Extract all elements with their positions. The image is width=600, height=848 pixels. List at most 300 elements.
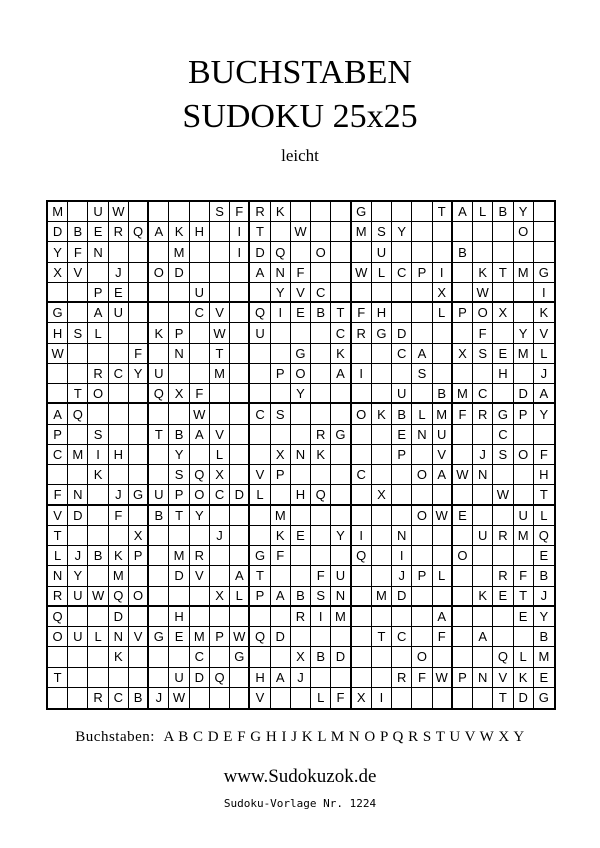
empty-cell[interactable] — [412, 303, 432, 323]
empty-cell[interactable] — [473, 688, 493, 708]
empty-cell[interactable] — [230, 323, 250, 343]
empty-cell[interactable] — [149, 607, 169, 627]
empty-cell[interactable] — [210, 647, 230, 667]
empty-cell[interactable] — [149, 242, 169, 262]
empty-cell[interactable] — [68, 647, 88, 667]
empty-cell[interactable] — [412, 384, 432, 404]
empty-cell[interactable] — [291, 506, 311, 526]
empty-cell[interactable] — [271, 566, 291, 586]
empty-cell[interactable] — [230, 506, 250, 526]
empty-cell[interactable] — [412, 587, 432, 607]
empty-cell[interactable] — [412, 627, 432, 647]
empty-cell[interactable] — [433, 647, 453, 667]
empty-cell[interactable] — [68, 202, 88, 222]
empty-cell[interactable] — [129, 283, 149, 303]
empty-cell[interactable] — [412, 688, 432, 708]
empty-cell[interactable] — [291, 566, 311, 586]
empty-cell[interactable] — [250, 364, 270, 384]
empty-cell[interactable] — [210, 242, 230, 262]
empty-cell[interactable] — [473, 546, 493, 566]
empty-cell[interactable] — [109, 425, 129, 445]
given-letter-cell: V — [291, 283, 311, 303]
empty-cell[interactable] — [271, 425, 291, 445]
empty-cell[interactable] — [250, 384, 270, 404]
empty-cell[interactable] — [109, 384, 129, 404]
empty-cell[interactable] — [291, 242, 311, 262]
empty-cell[interactable] — [129, 303, 149, 323]
empty-cell[interactable] — [230, 364, 250, 384]
empty-cell[interactable] — [190, 323, 210, 343]
empty-cell[interactable] — [190, 445, 210, 465]
empty-cell[interactable] — [88, 647, 108, 667]
empty-cell[interactable] — [109, 404, 129, 424]
empty-cell[interactable] — [331, 384, 351, 404]
empty-cell[interactable] — [250, 445, 270, 465]
empty-cell[interactable] — [149, 566, 169, 586]
empty-cell[interactable] — [473, 222, 493, 242]
empty-cell[interactable] — [453, 688, 473, 708]
empty-cell[interactable] — [493, 607, 513, 627]
empty-cell[interactable] — [493, 627, 513, 647]
empty-cell[interactable] — [169, 283, 189, 303]
empty-cell[interactable] — [109, 668, 129, 688]
empty-cell[interactable] — [433, 526, 453, 546]
empty-cell[interactable] — [331, 485, 351, 505]
empty-cell[interactable] — [210, 384, 230, 404]
empty-cell[interactable] — [433, 242, 453, 262]
empty-cell[interactable] — [129, 263, 149, 283]
empty-cell[interactable] — [412, 242, 432, 262]
empty-cell[interactable] — [169, 202, 189, 222]
empty-cell[interactable] — [372, 465, 392, 485]
empty-cell[interactable] — [169, 303, 189, 323]
empty-cell[interactable] — [88, 404, 108, 424]
empty-cell[interactable] — [149, 465, 169, 485]
empty-cell[interactable] — [433, 587, 453, 607]
empty-cell[interactable] — [250, 283, 270, 303]
empty-cell[interactable] — [352, 627, 372, 647]
empty-cell[interactable] — [230, 465, 250, 485]
empty-cell[interactable] — [331, 445, 351, 465]
empty-cell[interactable] — [392, 202, 412, 222]
empty-cell[interactable] — [311, 202, 331, 222]
empty-cell[interactable] — [311, 364, 331, 384]
empty-cell[interactable] — [230, 283, 250, 303]
empty-cell[interactable] — [514, 485, 534, 505]
empty-cell[interactable] — [311, 465, 331, 485]
empty-cell[interactable] — [149, 404, 169, 424]
empty-cell[interactable] — [109, 526, 129, 546]
empty-cell[interactable] — [68, 607, 88, 627]
empty-cell[interactable] — [210, 506, 230, 526]
empty-cell[interactable] — [129, 384, 149, 404]
empty-cell[interactable] — [88, 668, 108, 688]
empty-cell[interactable] — [230, 526, 250, 546]
empty-cell[interactable] — [291, 202, 311, 222]
empty-cell[interactable] — [453, 263, 473, 283]
empty-cell[interactable] — [291, 688, 311, 708]
empty-cell[interactable] — [372, 283, 392, 303]
empty-cell[interactable] — [149, 344, 169, 364]
empty-cell[interactable] — [271, 647, 291, 667]
empty-cell[interactable] — [493, 283, 513, 303]
empty-cell[interactable] — [473, 607, 493, 627]
empty-cell[interactable] — [352, 485, 372, 505]
empty-cell[interactable] — [48, 647, 68, 667]
empty-cell[interactable] — [514, 465, 534, 485]
given-letter-cell: P — [88, 283, 108, 303]
empty-cell[interactable] — [473, 506, 493, 526]
empty-cell[interactable] — [372, 607, 392, 627]
empty-cell[interactable] — [433, 688, 453, 708]
empty-cell[interactable] — [190, 242, 210, 262]
empty-cell[interactable] — [210, 566, 230, 586]
empty-cell[interactable] — [190, 364, 210, 384]
empty-cell[interactable] — [433, 364, 453, 384]
empty-cell[interactable] — [493, 384, 513, 404]
empty-cell[interactable] — [68, 465, 88, 485]
empty-cell[interactable] — [453, 364, 473, 384]
empty-cell[interactable] — [250, 425, 270, 445]
empty-cell[interactable] — [271, 607, 291, 627]
empty-cell[interactable] — [149, 303, 169, 323]
empty-cell[interactable] — [230, 668, 250, 688]
empty-cell[interactable] — [352, 506, 372, 526]
empty-cell[interactable] — [190, 202, 210, 222]
empty-cell[interactable] — [210, 222, 230, 242]
empty-cell[interactable] — [88, 566, 108, 586]
empty-cell[interactable] — [514, 627, 534, 647]
empty-cell[interactable] — [149, 668, 169, 688]
empty-cell[interactable] — [68, 526, 88, 546]
empty-cell[interactable] — [210, 404, 230, 424]
empty-cell[interactable] — [311, 323, 331, 343]
empty-cell[interactable] — [68, 688, 88, 708]
empty-cell[interactable] — [311, 222, 331, 242]
empty-cell[interactable] — [48, 384, 68, 404]
empty-cell[interactable] — [230, 546, 250, 566]
empty-cell[interactable] — [271, 222, 291, 242]
empty-cell[interactable] — [230, 344, 250, 364]
empty-cell[interactable] — [149, 526, 169, 546]
empty-cell[interactable] — [352, 668, 372, 688]
empty-cell[interactable] — [453, 587, 473, 607]
empty-cell[interactable] — [392, 242, 412, 262]
empty-cell[interactable] — [352, 384, 372, 404]
empty-cell[interactable] — [109, 465, 129, 485]
empty-cell[interactable] — [68, 303, 88, 323]
empty-cell[interactable] — [129, 445, 149, 465]
empty-cell[interactable] — [453, 222, 473, 242]
empty-cell[interactable] — [453, 607, 473, 627]
empty-cell[interactable] — [392, 506, 412, 526]
empty-cell[interactable] — [109, 323, 129, 343]
empty-cell[interactable] — [352, 607, 372, 627]
empty-cell[interactable] — [149, 283, 169, 303]
empty-cell[interactable] — [291, 404, 311, 424]
empty-cell[interactable] — [169, 647, 189, 667]
empty-cell[interactable] — [392, 465, 412, 485]
empty-cell[interactable] — [291, 465, 311, 485]
empty-cell[interactable] — [412, 485, 432, 505]
empty-cell[interactable] — [129, 607, 149, 627]
empty-cell[interactable] — [210, 546, 230, 566]
empty-cell[interactable] — [331, 627, 351, 647]
empty-cell[interactable] — [190, 263, 210, 283]
empty-cell[interactable] — [190, 344, 210, 364]
empty-cell[interactable] — [129, 425, 149, 445]
empty-cell[interactable] — [291, 425, 311, 445]
empty-cell[interactable] — [372, 445, 392, 465]
empty-cell[interactable] — [493, 323, 513, 343]
empty-cell[interactable] — [372, 364, 392, 384]
empty-cell[interactable] — [352, 283, 372, 303]
empty-cell[interactable] — [169, 364, 189, 384]
empty-cell[interactable] — [392, 364, 412, 384]
empty-cell[interactable] — [169, 587, 189, 607]
empty-cell[interactable] — [311, 546, 331, 566]
empty-cell[interactable] — [473, 566, 493, 586]
empty-cell[interactable] — [473, 485, 493, 505]
empty-cell[interactable] — [453, 445, 473, 465]
empty-cell[interactable] — [372, 202, 392, 222]
empty-cell[interactable] — [311, 526, 331, 546]
empty-cell[interactable] — [68, 344, 88, 364]
empty-cell[interactable] — [129, 668, 149, 688]
empty-cell[interactable] — [291, 627, 311, 647]
empty-cell[interactable] — [129, 202, 149, 222]
empty-cell[interactable] — [109, 344, 129, 364]
empty-cell[interactable] — [412, 323, 432, 343]
empty-cell[interactable] — [271, 344, 291, 364]
empty-cell[interactable] — [352, 242, 372, 262]
empty-cell[interactable] — [129, 465, 149, 485]
empty-cell[interactable] — [453, 323, 473, 343]
empty-cell[interactable] — [473, 647, 493, 667]
empty-cell[interactable] — [331, 465, 351, 485]
empty-cell[interactable] — [331, 242, 351, 262]
empty-cell[interactable] — [88, 485, 108, 505]
empty-cell[interactable] — [230, 263, 250, 283]
empty-cell[interactable] — [412, 526, 432, 546]
empty-cell[interactable] — [412, 202, 432, 222]
empty-cell[interactable] — [311, 344, 331, 364]
empty-cell[interactable] — [392, 647, 412, 667]
empty-cell[interactable] — [250, 506, 270, 526]
empty-cell[interactable] — [534, 242, 554, 262]
empty-cell[interactable] — [372, 506, 392, 526]
empty-cell[interactable] — [311, 668, 331, 688]
empty-cell[interactable] — [129, 242, 149, 262]
empty-cell[interactable] — [190, 526, 210, 546]
empty-cell[interactable] — [331, 222, 351, 242]
empty-cell[interactable] — [311, 263, 331, 283]
empty-cell[interactable] — [210, 263, 230, 283]
empty-cell[interactable] — [453, 485, 473, 505]
given-letter-cell: J — [534, 587, 554, 607]
empty-cell[interactable] — [230, 607, 250, 627]
empty-cell[interactable] — [230, 688, 250, 708]
empty-cell[interactable] — [352, 647, 372, 667]
empty-cell[interactable] — [311, 627, 331, 647]
empty-cell[interactable] — [392, 688, 412, 708]
empty-cell[interactable] — [412, 222, 432, 242]
empty-cell[interactable] — [433, 222, 453, 242]
empty-cell[interactable] — [412, 445, 432, 465]
empty-cell[interactable] — [129, 323, 149, 343]
empty-cell[interactable] — [514, 364, 534, 384]
empty-cell[interactable] — [48, 465, 68, 485]
empty-cell[interactable] — [250, 607, 270, 627]
empty-cell[interactable] — [473, 425, 493, 445]
empty-cell[interactable] — [514, 425, 534, 445]
empty-cell[interactable] — [433, 485, 453, 505]
empty-cell[interactable] — [291, 546, 311, 566]
empty-cell[interactable] — [311, 384, 331, 404]
empty-cell[interactable] — [433, 344, 453, 364]
empty-cell[interactable] — [271, 384, 291, 404]
empty-cell[interactable] — [392, 283, 412, 303]
empty-cell[interactable] — [190, 607, 210, 627]
empty-cell[interactable] — [493, 242, 513, 262]
empty-cell[interactable] — [190, 587, 210, 607]
empty-cell[interactable] — [250, 526, 270, 546]
empty-cell[interactable] — [210, 688, 230, 708]
empty-cell[interactable] — [271, 485, 291, 505]
empty-cell[interactable] — [68, 283, 88, 303]
empty-cell[interactable] — [473, 364, 493, 384]
empty-cell[interactable] — [392, 607, 412, 627]
empty-cell[interactable] — [250, 344, 270, 364]
empty-cell[interactable] — [109, 242, 129, 262]
empty-cell[interactable] — [149, 587, 169, 607]
empty-cell[interactable] — [372, 546, 392, 566]
empty-cell[interactable] — [129, 404, 149, 424]
empty-cell[interactable] — [311, 404, 331, 424]
empty-cell[interactable] — [493, 465, 513, 485]
empty-cell[interactable] — [352, 425, 372, 445]
empty-cell[interactable] — [88, 344, 108, 364]
given-letter-cell: Y — [48, 242, 68, 262]
empty-cell[interactable] — [352, 566, 372, 586]
empty-cell[interactable] — [271, 688, 291, 708]
empty-cell[interactable] — [352, 344, 372, 364]
empty-cell[interactable] — [453, 526, 473, 546]
empty-cell[interactable] — [534, 202, 554, 222]
empty-cell[interactable] — [88, 607, 108, 627]
empty-cell[interactable] — [331, 506, 351, 526]
empty-cell[interactable] — [331, 668, 351, 688]
empty-cell[interactable] — [48, 688, 68, 708]
empty-cell[interactable] — [493, 546, 513, 566]
empty-cell[interactable] — [412, 607, 432, 627]
empty-cell[interactable] — [271, 323, 291, 343]
empty-cell[interactable] — [433, 546, 453, 566]
empty-cell[interactable] — [514, 303, 534, 323]
empty-cell[interactable] — [48, 364, 68, 384]
empty-cell[interactable] — [372, 647, 392, 667]
empty-cell[interactable] — [453, 425, 473, 445]
empty-cell[interactable] — [311, 506, 331, 526]
empty-cell[interactable] — [514, 242, 534, 262]
empty-cell[interactable] — [412, 283, 432, 303]
empty-cell[interactable] — [88, 506, 108, 526]
empty-cell[interactable] — [392, 485, 412, 505]
empty-cell[interactable] — [190, 688, 210, 708]
empty-cell[interactable] — [453, 283, 473, 303]
empty-cell[interactable] — [372, 344, 392, 364]
empty-cell[interactable] — [493, 222, 513, 242]
empty-cell[interactable] — [352, 445, 372, 465]
empty-cell[interactable] — [230, 404, 250, 424]
empty-cell[interactable] — [392, 303, 412, 323]
empty-cell[interactable] — [412, 546, 432, 566]
given-letter-cell: Y — [392, 222, 412, 242]
given-letter-cell: K — [271, 202, 291, 222]
website-url[interactable]: www.Sudokuzok.de — [223, 766, 377, 787]
empty-cell[interactable] — [129, 647, 149, 667]
empty-cell[interactable] — [230, 384, 250, 404]
empty-cell[interactable] — [514, 283, 534, 303]
empty-cell[interactable] — [372, 566, 392, 586]
template-number: Sudoku-Vorlage Nr. 1224 — [223, 797, 377, 810]
given-letter-cell: E — [88, 222, 108, 242]
empty-cell[interactable] — [169, 526, 189, 546]
empty-cell[interactable] — [210, 283, 230, 303]
empty-cell[interactable] — [230, 425, 250, 445]
empty-cell[interactable] — [149, 445, 169, 465]
empty-cell[interactable] — [331, 404, 351, 424]
empty-cell[interactable] — [88, 263, 108, 283]
empty-cell[interactable] — [149, 647, 169, 667]
empty-cell[interactable] — [372, 526, 392, 546]
empty-cell[interactable] — [352, 587, 372, 607]
empty-cell[interactable] — [331, 546, 351, 566]
empty-cell[interactable] — [473, 242, 493, 262]
empty-cell[interactable] — [493, 506, 513, 526]
empty-cell[interactable] — [68, 425, 88, 445]
empty-cell[interactable] — [68, 668, 88, 688]
empty-cell[interactable] — [129, 566, 149, 586]
empty-cell[interactable] — [453, 627, 473, 647]
empty-cell[interactable] — [453, 647, 473, 667]
empty-cell[interactable] — [534, 222, 554, 242]
empty-cell[interactable] — [453, 566, 473, 586]
empty-cell[interactable] — [372, 668, 392, 688]
empty-cell[interactable] — [291, 323, 311, 343]
empty-cell[interactable] — [331, 263, 351, 283]
empty-cell[interactable] — [514, 546, 534, 566]
empty-cell[interactable] — [149, 546, 169, 566]
empty-cell[interactable] — [48, 283, 68, 303]
empty-cell[interactable] — [230, 445, 250, 465]
empty-cell[interactable] — [169, 404, 189, 424]
empty-cell[interactable] — [331, 283, 351, 303]
empty-cell[interactable] — [534, 425, 554, 445]
empty-cell[interactable] — [230, 303, 250, 323]
empty-cell[interactable] — [331, 202, 351, 222]
empty-cell[interactable] — [372, 384, 392, 404]
empty-cell[interactable] — [149, 202, 169, 222]
empty-cell[interactable] — [250, 647, 270, 667]
empty-cell[interactable] — [433, 323, 453, 343]
given-letter-cell: M — [372, 587, 392, 607]
empty-cell[interactable] — [68, 364, 88, 384]
empty-cell[interactable] — [129, 506, 149, 526]
empty-cell[interactable] — [88, 526, 108, 546]
empty-cell[interactable] — [210, 607, 230, 627]
empty-cell[interactable] — [372, 425, 392, 445]
